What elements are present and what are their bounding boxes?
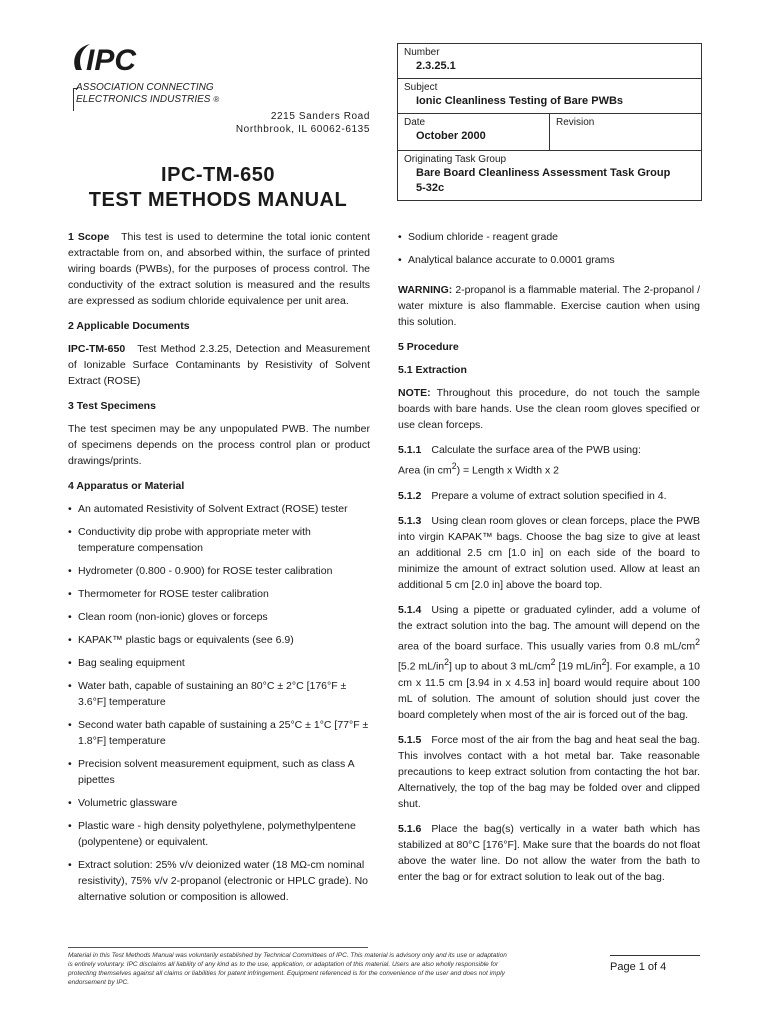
list-item: • Conductivity dip probe with appropriate meter with temperature compensation <box>68 526 311 554</box>
list-item: • Analytical balance accurate to 0.0001 grams <box>398 254 615 266</box>
scope-paragraph <box>68 229 370 309</box>
list-item: • Bag sealing equipment <box>68 657 185 669</box>
logo-text: IPC <box>86 44 137 76</box>
bullet-icon: • <box>68 526 72 538</box>
address <box>200 110 370 136</box>
org-name <box>76 82 266 106</box>
docs-reference: IPC-TM-650 <box>68 343 126 355</box>
list-item: • Precision solvent measurement equipment, such as class A pipettes <box>68 758 355 786</box>
extraction-heading: 5.1 Extraction <box>398 364 467 376</box>
applicable-documents-paragraph <box>68 341 370 389</box>
ipc-logo <box>68 40 188 76</box>
warning-text: 2-propanol is a flammable material. The 2-propanol / water mixture is also flammable. Exercise caution when using this solution. <box>398 284 700 328</box>
bullet-icon: • <box>398 231 402 243</box>
footer-divider <box>68 947 368 948</box>
left-column <box>68 229 370 912</box>
bullet-icon: • <box>68 758 72 770</box>
number-cell <box>398 44 701 79</box>
list-item: • Second water bath capable of sustaining a 25°C ± 1°C [77°F ± 1.8°F] temperature <box>68 719 369 747</box>
section-5-1-4: 5.1.4 Using a pipette or graduated cylinder, add a volume of the extract solution into the bag. The amount will depend on the area of the board surface. This usually varies from 0.8 $mL/cm^2$ [5.2 $mL/in^2$] up to about 3 $mL/cm^2$ [19 $mL/in^2$]. For example, a 10 cm x 11.5 cm [3.94 in x 4.53 in] board would require about 100 mL of solution. The amount of solution should just cover the board completely when most of the air is forced out of the bag. <box>398 603 700 721</box>
manual-title-line2: TEST METHODS MANUAL <box>88 189 348 211</box>
right-column <box>398 229 700 894</box>
list-item: • Water bath, capable of sustaining an 80°C ± 2°C [176°F ± 3.6°F] temperature <box>68 680 347 708</box>
procedure-heading: 5 Procedure <box>398 341 459 353</box>
number-value: 2.3.25.1 <box>416 60 456 72</box>
task-group-label: Originating Task Group <box>404 154 507 165</box>
bullet-icon: • <box>68 797 72 809</box>
scope-text: This test is used to determine the total ionic content extractable from on, and absorbed within, the surface of printed wiring boards (PWBs), for the purposes of process control. The conductivity of the extract solution is measured and the results are expressed as sodium chloride equivalence per unit area. <box>68 231 370 307</box>
bullet-icon: • <box>68 680 72 692</box>
list-item: • Thermometer for ROSE tester calibration <box>68 588 269 600</box>
list-item: • Clean room (non-ionic) gloves or forceps <box>68 611 268 623</box>
bullet-icon: • <box>68 719 72 731</box>
docs-text: Test Method 2.3.25, Detection and Measurement of Ionizable Surface Contaminants by Resistivity of Solvent Extract (ROSE) <box>68 343 370 387</box>
ipc-logo-mark <box>68 40 188 76</box>
section-5-1-3: 5.1.3 Using clean room gloves or clean forceps, place the PWB into virgin KAPAK™ bags. Choose the bag size to give at least an additional 2.5 cm [1.0 in] on each side of the board to minimize the amount of extract solution used. Allow at least an additional 5 cm [2.0 in] above the board top. <box>398 514 700 591</box>
page-number-divider <box>610 955 700 956</box>
section-5-1-5: 5.1.5 Force most of the air from the bag and heat seal the bag. This involves contact with a hot metal bar. Take reasonable precautions to keep extract solution from contacting the hot bar. Alternatively, the top of the bag may be folded over and clipped shut. <box>398 733 700 810</box>
date-value: October 2000 <box>416 130 486 142</box>
manual-title <box>68 163 368 213</box>
bullet-icon: • <box>68 634 72 646</box>
task-group-value: Bare Board Cleanliness Assessment Task Group 5-32c <box>416 167 671 194</box>
list-item: • Volumetric glassware <box>68 797 178 809</box>
subject-cell <box>398 79 701 114</box>
section-5-1-2: 5.1.2 Prepare a volume of extract solution specified in 4. <box>398 489 667 502</box>
date-cell <box>398 114 549 150</box>
scope-heading: 1 Scope <box>68 231 110 243</box>
bullet-icon: • <box>68 657 72 669</box>
org-name-line1: ASSOCIATION CONNECTING <box>76 82 214 93</box>
subject-value: Ionic Cleanliness Testing of Bare PWBs <box>416 95 624 107</box>
page-number: Page 1 of 4 <box>610 961 667 973</box>
note-label: NOTE: <box>398 387 431 399</box>
note-text: Throughout this procedure, do not touch the sample boards with bare hands. Use the clean room gloves specified or use clean forceps. <box>398 387 700 431</box>
test-specimens-heading: 3 Test Specimens <box>68 400 156 412</box>
revision-cell <box>549 114 701 150</box>
number-label: Number <box>404 47 440 58</box>
bullet-icon: • <box>68 611 72 623</box>
footer-disclaimer: Material in this Test Methods Manual was voluntarily established by Technical Committees of IPC. This material is advisory only and its use or adaptation is entirely voluntary. IPC disclaims all liability of any kind as to the use, application, or adaptation of this material. Users are also wholly responsible for protecting themselves against all claims or liabilities for patent infringement. Equipment referenced is for the convenience of the user and does not imply endorsement by IPC. <box>68 952 507 986</box>
list-item: • Extract solution: 25% v/v deionized water (18 MΩ-cm nominal resistivity), 75% v/v 2-propanol (electronic or HPLC grade). No alternative solution or composition is allowed. <box>68 859 369 903</box>
test-method-info-table <box>397 43 702 201</box>
apparatus-list <box>68 501 370 905</box>
bullet-icon: • <box>68 565 72 577</box>
note-paragraph <box>398 385 700 433</box>
bullet-icon: • <box>398 254 402 266</box>
section-5-1-1: 5.1.1 Calculate the surface area of the PWB using: Area (in $cm^2$) = Length x Width x 2 <box>398 444 641 477</box>
list-item: • Plastic ware - high density polyethylene, polymethylpentene (polypentene) or equivalent. <box>68 820 356 848</box>
date-revision-row <box>398 114 701 151</box>
org-name-line2: ELECTRONICS INDUSTRIES <box>76 94 211 105</box>
section-5-1-6: 5.1.6 Place the bag(s) vertically in a water bath which has stabilized at 80°C [176°F]. Make sure that the boards do not float above the water line. Do not allow the water from the bath to enter the bag or for extract solution to leak out of the bag. <box>398 822 700 883</box>
list-item: • An automated Resistivity of Solvent Extract (ROSE) tester <box>68 503 348 515</box>
bullet-icon: • <box>68 503 72 515</box>
address-line2: Northbrook, IL 60062-6135 <box>235 124 370 135</box>
revision-label: Revision <box>556 117 595 128</box>
applicable-documents-heading: 2 Applicable Documents <box>68 320 190 332</box>
subject-label: Subject <box>404 82 438 93</box>
address-line1: 2215 Sanders Road <box>270 111 370 122</box>
list-item: • KAPAK™ plastic bags or equivalents (see 6.9) <box>68 634 294 646</box>
list-item: • Hydrometer (0.800 - 0.900) for ROSE tester calibration <box>68 565 333 577</box>
registered-mark: ® <box>213 95 220 104</box>
warning-paragraph <box>398 282 700 330</box>
manual-title-line1: IPC-TM-650 <box>161 164 275 186</box>
bullet-icon: • <box>68 820 72 832</box>
apparatus-heading: 4 Apparatus or Material <box>68 480 185 492</box>
warning-label: WARNING: <box>398 284 453 296</box>
list-item: • Sodium chloride - reagent grade <box>398 231 559 243</box>
task-group-cell <box>398 151 701 200</box>
bullet-icon: • <box>68 588 72 600</box>
test-specimens-text: The test specimen may be any unpopulated PWB. The number of specimens depends on the process control plan or product drawings/prints. <box>68 423 370 467</box>
date-label: Date <box>404 117 426 128</box>
bullet-icon: • <box>68 859 72 871</box>
